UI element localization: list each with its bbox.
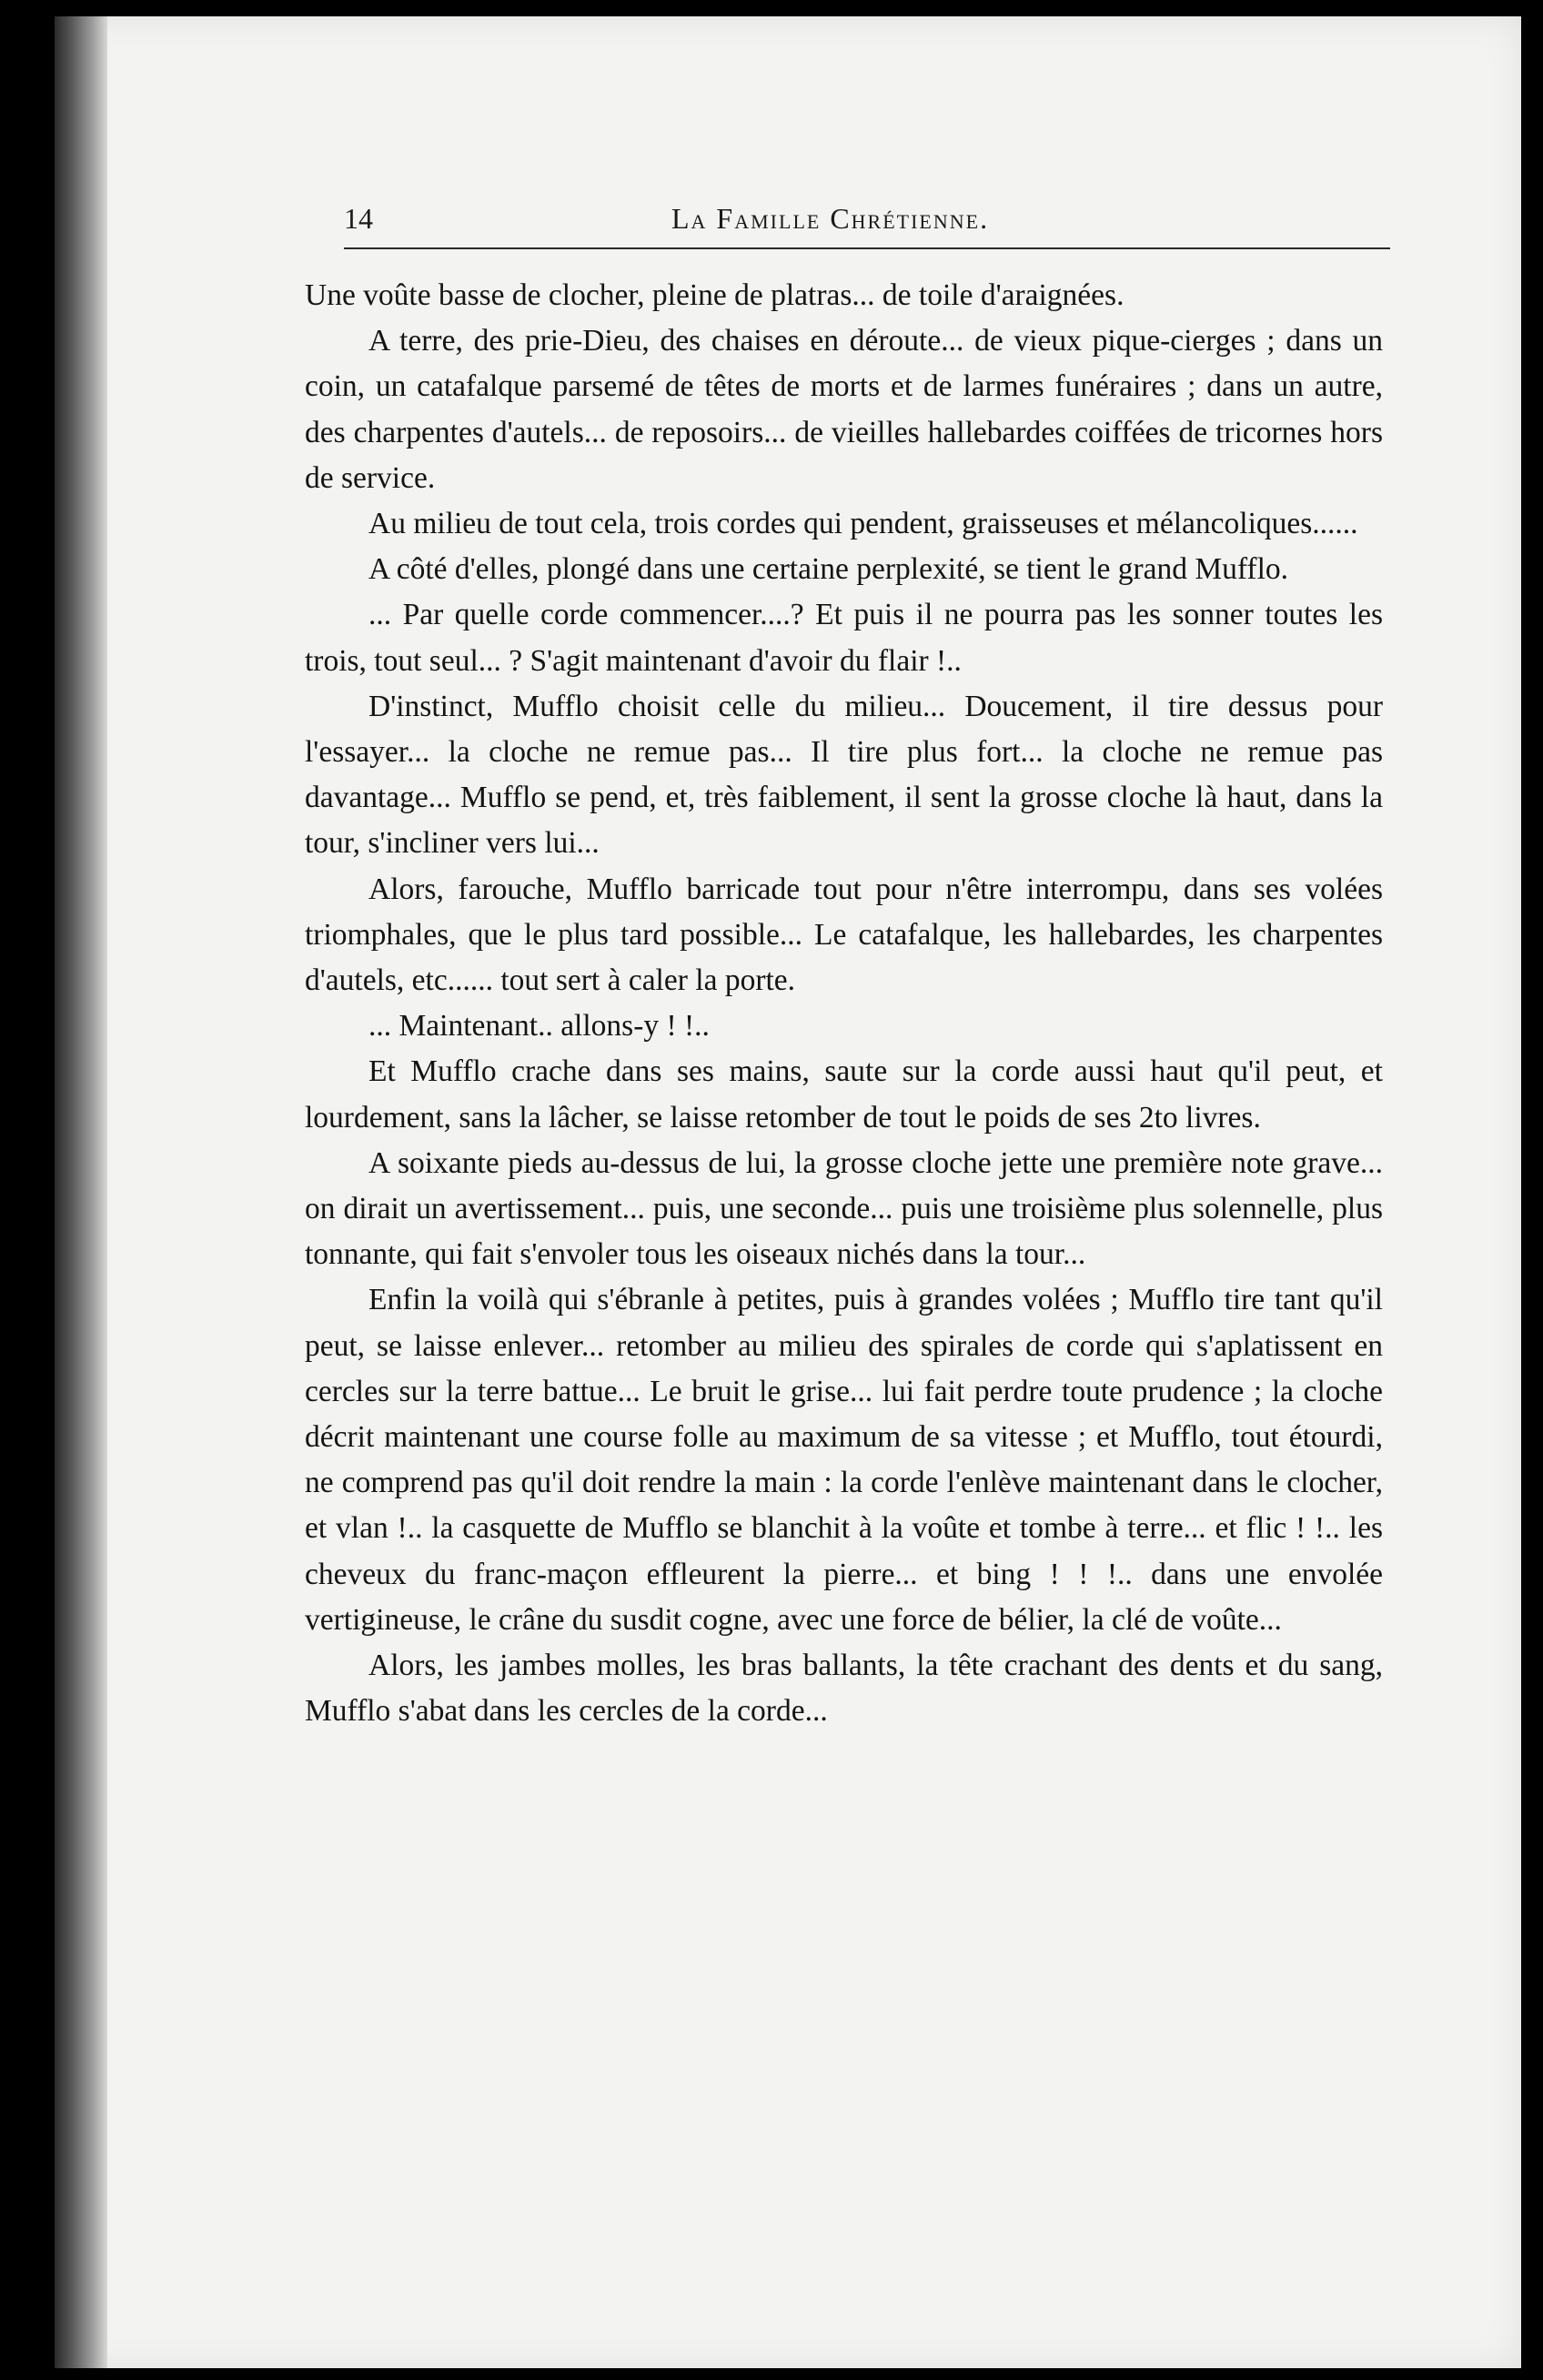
running-title: La Famille Chrétienne. — [671, 202, 990, 235]
header-rule — [344, 247, 1390, 249]
paragraph-9: Et Mufflo crache dans ses mains, saute sur la corde aussi haut qu'il peut, et lourdement, sans la lâcher, se laisse retomber de tout le poids de ses 2to livres. — [305, 1054, 1383, 1135]
paragraph-8: ... Maintenant.. allons-y ! !.. — [368, 1009, 710, 1044]
paragraph-2: A terre, des prie-Dieu, des chaises en déroute... de vieux pique-cierges ; dans un coin, un catafalque parsemé de têtes de morts et de larmes funéraires ; dans un autre, des charpentes d'autels... de reposoirs... de vieilles hallebardes coiffées de tricornes hors de service. — [305, 324, 1383, 495]
paragraph-6: D'instinct, Mufflo choisit celle du milieu... Doucement, il tire dessus pour l'essayer... la cloche ne remue pas... Il tire plus fort... la cloche ne remue pas davantage... Mufflo se pend, et, très faiblement, il sent la grosse cloche là haut, dans la tour, s'incliner vers lui... — [305, 689, 1383, 861]
paragraph-11: Enfin la voilà qui s'ébranle à petites, puis à grandes volées ; Mufflo tire tant qu'il peut, se laisse enlever... retomber au milieu des spirales de corde qui s'aplatissent en cercles sur la terre battue... Le bruit le grise... lui fait perdre toute prudence ; la cloche décrit maintenant une course folle au maximum de sa vitesse ; et Mufflo, tout étourdi, ne comprend pas qu'il doit rendre la main : la corde l'enlève maintenant dans le clocher, et vlan !.. la casquette de Mufflo se blanchit à la voûte et tombe à terre... et flic ! !.. les cheveux du franc-maçon effleurent la pierre... et bing ! ! !.. dans une envolée vertigineuse, le crâne du susdit cogne, avec une force de bélier, la clé de voûte... — [305, 1283, 1383, 1637]
body-text — [305, 273, 1383, 1735]
paragraph-3: Au milieu de tout cela, trois cordes qui pendent, graisseuses et mélancoliques...... — [368, 507, 1358, 541]
book-spine-shadow — [55, 16, 107, 2368]
paragraph-4: A côté d'elles, plongé dans une certaine perplexité, se tient le grand Mufflo. — [368, 552, 1289, 587]
paragraph-10: A soixante pieds au-dessus de lui, la grosse cloche jette une première note grave... on dirait un avertissement... puis, une seconde... puis une troisième plus solennelle, plus tonnante, qui fait s'envoler tous les oiseaux nichés dans la tour... — [305, 1145, 1383, 1272]
paragraph-7: Alors, farouche, Mufflo barricade tout pour n'être interrompu, dans ses volées triomphales, que le plus tard possible... Le catafalque, les hallebardes, les charpentes d'autels, etc...... tout sert à caler la porte. — [305, 872, 1383, 998]
paragraph-1: Une voûte basse de clocher, pleine de platras... de toile d'araignées. — [305, 278, 1124, 312]
paragraph-5: ... Par quelle corde commencer....? Et puis il ne pourra pas les sonner toutes les trois, tout seul... ? S'agit maintenant d'avoir du flair !.. — [305, 598, 1383, 678]
page-header — [344, 193, 1390, 247]
paragraph-12: Alors, les jambes molles, les bras ballants, la tête crachant des dents et du sang, Mufflo s'abat dans les cercles de la corde... — [305, 1649, 1383, 1729]
page-number: 14 — [344, 202, 373, 235]
